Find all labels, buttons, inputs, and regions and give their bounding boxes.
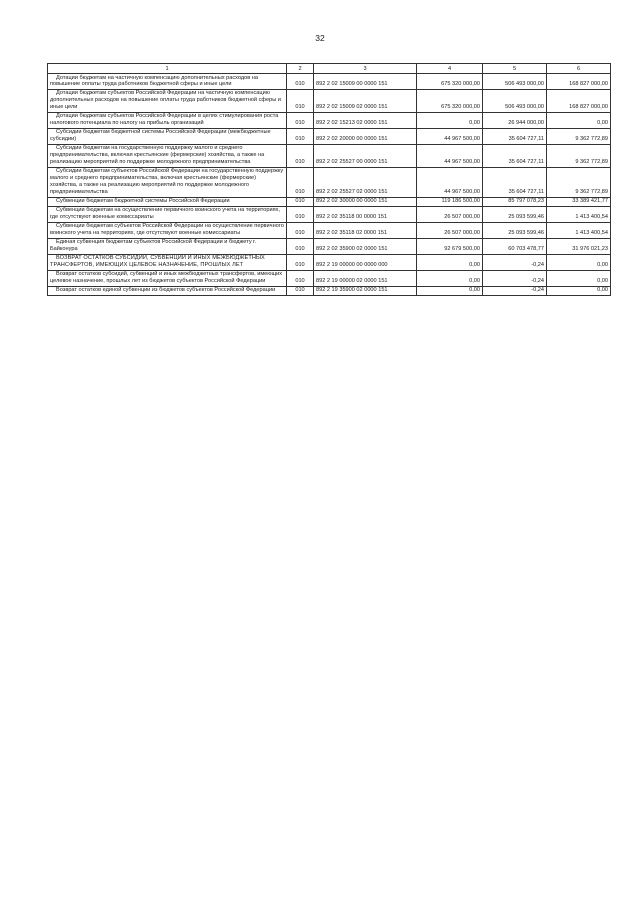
row-unexecuted-amount: 0,00 xyxy=(547,286,611,295)
table-row xyxy=(48,144,611,167)
row-kbk-code: 892 2 19 00000 02 0000 151 xyxy=(314,270,417,286)
row-kbk-code: 892 2 02 15009 02 0000 151 xyxy=(314,89,417,112)
row-kbk-code: 892 2 02 15009 00 0000 151 xyxy=(314,74,417,90)
row-name xyxy=(48,222,287,238)
row-approved-amount: 26 507 000,00 xyxy=(417,206,483,222)
row-kbk-code: 892 2 02 25527 00 0000 151 xyxy=(314,144,417,167)
row-executed-amount: 35 604 727,11 xyxy=(483,144,547,167)
row-kbk-code: 892 2 19 00000 00 0000 000 xyxy=(314,254,417,270)
table-body xyxy=(48,74,611,296)
row-executed-amount: 85 797 078,23 xyxy=(483,197,547,206)
row-code: 010 xyxy=(287,197,314,206)
row-executed-amount: 506 493 000,00 xyxy=(483,74,547,90)
row-approved-amount: 26 507 000,00 xyxy=(417,222,483,238)
row-unexecuted-amount: 9 362 772,89 xyxy=(547,167,611,197)
row-executed-amount: 26 944 000,00 xyxy=(483,112,547,128)
row-approved-amount: 675 320 000,00 xyxy=(417,89,483,112)
row-kbk-code: 892 2 02 35900 02 0000 151 xyxy=(314,238,417,254)
row-code: 010 xyxy=(287,286,314,295)
row-code: 010 xyxy=(287,270,314,286)
table-row xyxy=(48,89,611,112)
row-executed-amount: -0,24 xyxy=(483,254,547,270)
table-row xyxy=(48,222,611,238)
row-kbk-code: 892 2 02 35118 00 0000 151 xyxy=(314,206,417,222)
page-number: 32 xyxy=(315,33,325,43)
row-approved-amount: 44 967 500,00 xyxy=(417,167,483,197)
row-unexecuted-amount: 0,00 xyxy=(547,270,611,286)
row-name-text: Дотации бюджетам субъектов Российской Федерации на частичную компенсацию дополнительных расходов на повышение оплаты труда работников бюджетной сферы и иные цели xyxy=(50,90,281,111)
row-code: 010 xyxy=(287,167,314,197)
row-name xyxy=(48,144,287,167)
row-name-text: Субвенции бюджетам на осуществление первичного воинского учета на территориях, где отсутствуют военные комиссариаты xyxy=(50,207,281,221)
row-name-text: Субсидии бюджетам бюджетной системы Российской Федерации (межбюджетные субсидии) xyxy=(50,129,271,143)
table-row xyxy=(48,74,611,90)
table-row xyxy=(48,254,611,270)
row-code: 010 xyxy=(287,254,314,270)
header-col-1: 1 xyxy=(48,64,287,74)
table-header-row xyxy=(48,64,611,74)
header-col-4: 4 xyxy=(417,64,483,74)
table-row xyxy=(48,197,611,206)
row-name-text: Возврат остатков единой субвенции из бюджетов субъектов Российской Федерации xyxy=(56,287,276,294)
row-unexecuted-amount: 31 976 021,23 xyxy=(547,238,611,254)
row-code: 010 xyxy=(287,128,314,144)
row-unexecuted-amount: 0,00 xyxy=(547,254,611,270)
row-code: 010 xyxy=(287,222,314,238)
row-approved-amount: 44 967 500,00 xyxy=(417,128,483,144)
header-col-3: 3 xyxy=(314,64,417,74)
row-name xyxy=(48,206,287,222)
row-kbk-code: 892 2 19 35900 02 0000 151 xyxy=(314,286,417,295)
row-unexecuted-amount: 168 827 000,00 xyxy=(547,74,611,90)
row-name-text: Дотации бюджетам субъектов Российской Федерации в целях стимулирования роста налогового потенциала по налогу на прибыль организаций xyxy=(50,113,279,127)
row-name xyxy=(48,197,287,206)
row-code: 010 xyxy=(287,206,314,222)
row-name xyxy=(48,254,287,270)
row-approved-amount: 92 679 500,00 xyxy=(417,238,483,254)
row-kbk-code: 892 2 02 35118 02 0000 151 xyxy=(314,222,417,238)
row-unexecuted-amount: 1 413 400,54 xyxy=(547,222,611,238)
row-name xyxy=(48,89,287,112)
row-name-text: Субвенции бюджетам бюджетной системы Российской Федерации xyxy=(56,198,230,205)
row-name-text: ВОЗВРАТ ОСТАТКОВ СУБСИДИЙ, СУБВЕНЦИЙ И ИНЫХ МЕЖБЮДЖЕТНЫХ ТРАНСФЕРТОВ, ИМЕЮЩИХ ЦЕЛЕВОЕ НАЗНАЧЕНИЕ, ПРОШЛЫХ ЛЕТ xyxy=(50,255,265,269)
row-unexecuted-amount: 1 413 400,54 xyxy=(547,206,611,222)
row-name xyxy=(48,128,287,144)
row-code: 010 xyxy=(287,238,314,254)
row-approved-amount: 0,00 xyxy=(417,254,483,270)
row-kbk-code: 892 2 02 30000 00 0000 151 xyxy=(314,197,417,206)
row-kbk-code: 892 2 02 20000 00 0000 151 xyxy=(314,128,417,144)
row-name xyxy=(48,238,287,254)
row-executed-amount: 506 493 000,00 xyxy=(483,89,547,112)
row-name-text: Возврат остатков субсидий, субвенций и иных межбюджетных трансфертов, имеющих целевое назначение, прошлых лет из бюджетов субъектов Российской Федерации xyxy=(50,271,283,285)
row-approved-amount: 0,00 xyxy=(417,270,483,286)
row-executed-amount: 25 093 599,46 xyxy=(483,222,547,238)
budget-report-table xyxy=(47,63,611,296)
table-row xyxy=(48,286,611,295)
row-unexecuted-amount: 9 362 772,89 xyxy=(547,144,611,167)
row-code: 010 xyxy=(287,89,314,112)
row-name-text: Субвенции бюджетам субъектов Российской Федерации на осуществление первичного воинского учета на территориях, где отсутствуют военные комиссариаты xyxy=(50,223,284,237)
table-row xyxy=(48,167,611,197)
row-approved-amount: 44 967 500,00 xyxy=(417,144,483,167)
row-name-text: Единая субвенция бюджетам субъектов Российской Федерации и бюджету г. Байконура xyxy=(50,239,257,253)
row-name xyxy=(48,74,287,90)
row-unexecuted-amount: 9 362 772,89 xyxy=(547,128,611,144)
row-name xyxy=(48,270,287,286)
row-code: 010 xyxy=(287,112,314,128)
row-name xyxy=(48,167,287,197)
row-unexecuted-amount: 0,00 xyxy=(547,112,611,128)
row-kbk-code: 892 2 02 25527 02 0000 151 xyxy=(314,167,417,197)
row-executed-amount: 35 604 727,11 xyxy=(483,167,547,197)
header-col-5: 5 xyxy=(483,64,547,74)
row-executed-amount: 25 093 599,46 xyxy=(483,206,547,222)
row-approved-amount: 0,00 xyxy=(417,112,483,128)
row-executed-amount: -0,24 xyxy=(483,286,547,295)
row-name-text: Субсидии бюджетам на государственную поддержку малого и среднего предпринимательства, включая крестьянские (фермерские) хозяйства, а также на реализацию мероприятий по поддержке молодежного предпринимательства xyxy=(50,145,265,166)
table-row xyxy=(48,112,611,128)
row-approved-amount: 119 186 500,00 xyxy=(417,197,483,206)
table-row xyxy=(48,270,611,286)
row-name xyxy=(48,112,287,128)
table-row xyxy=(48,238,611,254)
row-code: 010 xyxy=(287,144,314,167)
row-kbk-code: 892 2 02 15213 02 0000 151 xyxy=(314,112,417,128)
header-col-6: 6 xyxy=(547,64,611,74)
table-row xyxy=(48,206,611,222)
row-name-text: Субсидии бюджетам субъектов Российской Федерации на государственную поддержку малого и среднего предпринимательства, включая крестьянские (фермерские) хозяйства, а также на реализацию мероприятий по поддержке молодежного предпринимательства xyxy=(50,168,284,196)
table-row xyxy=(48,128,611,144)
row-executed-amount: 60 703 478,77 xyxy=(483,238,547,254)
row-code: 010 xyxy=(287,74,314,90)
header-col-2: 2 xyxy=(287,64,314,74)
row-name xyxy=(48,286,287,295)
row-approved-amount: 675 320 000,00 xyxy=(417,74,483,90)
row-approved-amount: 0,00 xyxy=(417,286,483,295)
row-executed-amount: 35 604 727,11 xyxy=(483,128,547,144)
row-name-text: Дотации бюджетам на частичную компенсацию дополнительных расходов на повышение оплаты труда работников бюджетной сферы и иные цели xyxy=(50,74,258,88)
row-unexecuted-amount: 168 827 000,00 xyxy=(547,89,611,112)
row-executed-amount: -0,24 xyxy=(483,270,547,286)
row-unexecuted-amount: 33 389 421,77 xyxy=(547,197,611,206)
